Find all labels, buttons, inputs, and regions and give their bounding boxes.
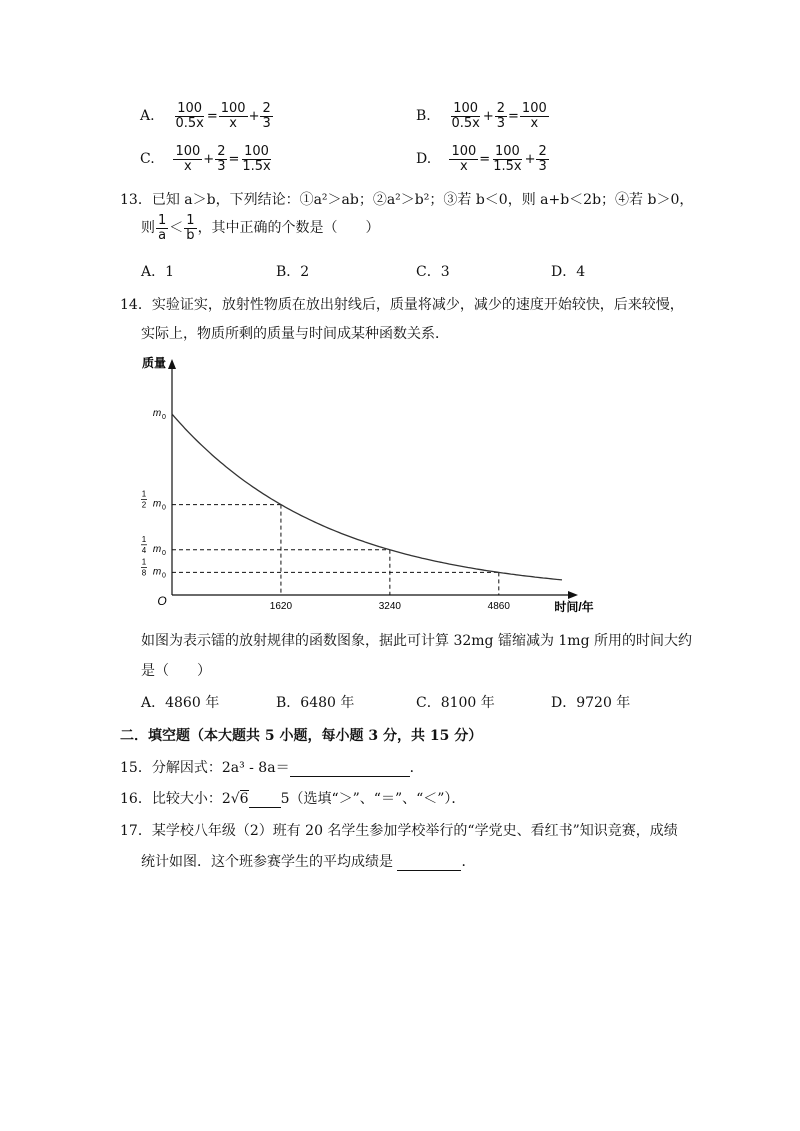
x-tick-label: 1620 <box>269 601 293 612</box>
y-tick-subscript: 0 <box>162 414 166 422</box>
decay-curve <box>172 414 562 580</box>
q12-option-d[interactable]: D. $\frac{100}{x}$ = $\frac{100}{1.5x}$ + $\frac{2}{3}$ <box>416 144 547 174</box>
q17-line2: 统计如图．这个班参赛学生的平均成绩是 ． <box>141 854 476 870</box>
q14-stem-line1: 14．实验证实，放射性物质在放出射线后，质量将减少，减少的速度开始较快，后来较慢， <box>120 297 684 313</box>
q14-option-d[interactable]: D．9720 年 <box>551 695 631 711</box>
q13-option-d[interactable]: D．4 <box>551 264 586 280</box>
q13-stem-line2: 则 $\frac{1}{a}$ ＜ $\frac{1}{b}$ ，其中正确的个数是（ ） <box>141 213 380 243</box>
y-tick-symbol: m <box>152 498 162 510</box>
decay-chart <box>130 355 594 615</box>
y-tick-frac-num: 1 <box>141 557 147 567</box>
origin-label: O <box>157 594 167 608</box>
q14-option-b[interactable]: B．6480 年 <box>276 695 355 711</box>
y-tick-subscript: 0 <box>162 549 166 557</box>
x-axis-label: 时间/年 <box>554 600 594 614</box>
q13-option-a[interactable]: A．1 <box>141 264 175 280</box>
q17-line1: 17．某学校八年级（2）班有 20 名学生参加学校举行的“学党史、看红书”知识竞赛，成绩 <box>120 823 678 839</box>
q14-after-line1: 如图为表示镭的放射规律的函数图象，据此可计算 32mg 镭缩减为 1mg 所用的时间大约 <box>141 633 692 649</box>
q17-answer-blank[interactable] <box>397 854 461 871</box>
y-tick-frac-den: 8 <box>141 568 147 578</box>
q16-answer-blank[interactable] <box>249 791 281 808</box>
y-tick-frac-num: 1 <box>141 489 147 499</box>
q14-option-c[interactable]: C．8100 年 <box>416 695 495 711</box>
q16: 16．比较大小：2√6 5（选填“＞”、“＝”、“＜”）． <box>120 791 466 807</box>
q14-option-a[interactable]: A．4860 年 <box>141 695 220 711</box>
y-tick-frac-num: 1 <box>141 534 147 544</box>
y-tick-symbol: m <box>152 408 162 420</box>
q15-answer-blank[interactable] <box>290 760 410 777</box>
y-tick-symbol: m <box>152 566 162 578</box>
y-tick-subscript: 0 <box>162 572 166 580</box>
q14-after-line2: 是（ ） <box>141 663 211 679</box>
q14-stem-line2: 实际上，物质所剩的质量与时间成某种函数关系． <box>141 326 449 342</box>
y-axis-label: 质量 <box>141 356 166 370</box>
y-tick-subscript: 0 <box>162 504 166 512</box>
q12-option-c[interactable]: C. $\frac{100}{x}$ + $\frac{2}{3}$ = $\frac{100}{1.5x}$ <box>140 144 271 174</box>
y-axis-arrow <box>168 359 176 369</box>
y-tick-frac-den: 2 <box>141 500 147 510</box>
q13-stem-line1: 13．已知 a＞b，下列结论：①a²＞ab；②a²＞b²；③若 b＜0，则 a+b＜2b；④若 b＞0， <box>120 192 694 208</box>
y-tick-symbol: m <box>152 543 162 555</box>
q15: 15．分解因式：2a³ - 8a＝ ． <box>120 760 424 776</box>
x-tick-label: 4860 <box>487 601 510 612</box>
y-tick-frac-den: 4 <box>141 545 147 555</box>
q12-option-a[interactable]: A. $\frac{100}{0.5x}$ = $\frac{100}{x}$ + $\frac{2}{3}$ <box>140 101 271 131</box>
section-heading: 二．填空题（本大题共 5 小题，每小题 3 分，共 15 分） <box>120 728 483 744</box>
q12-option-b[interactable]: B. $\frac{100}{0.5x}$ + $\frac{2}{3}$ = $\frac{100}{x}$ <box>416 101 547 131</box>
q13-option-c[interactable]: C．3 <box>416 264 450 280</box>
x-axis-arrow <box>568 591 578 599</box>
q13-option-b[interactable]: B．2 <box>276 264 310 280</box>
x-tick-label: 3240 <box>378 601 401 612</box>
sqrt-symbol: √ <box>230 791 240 807</box>
